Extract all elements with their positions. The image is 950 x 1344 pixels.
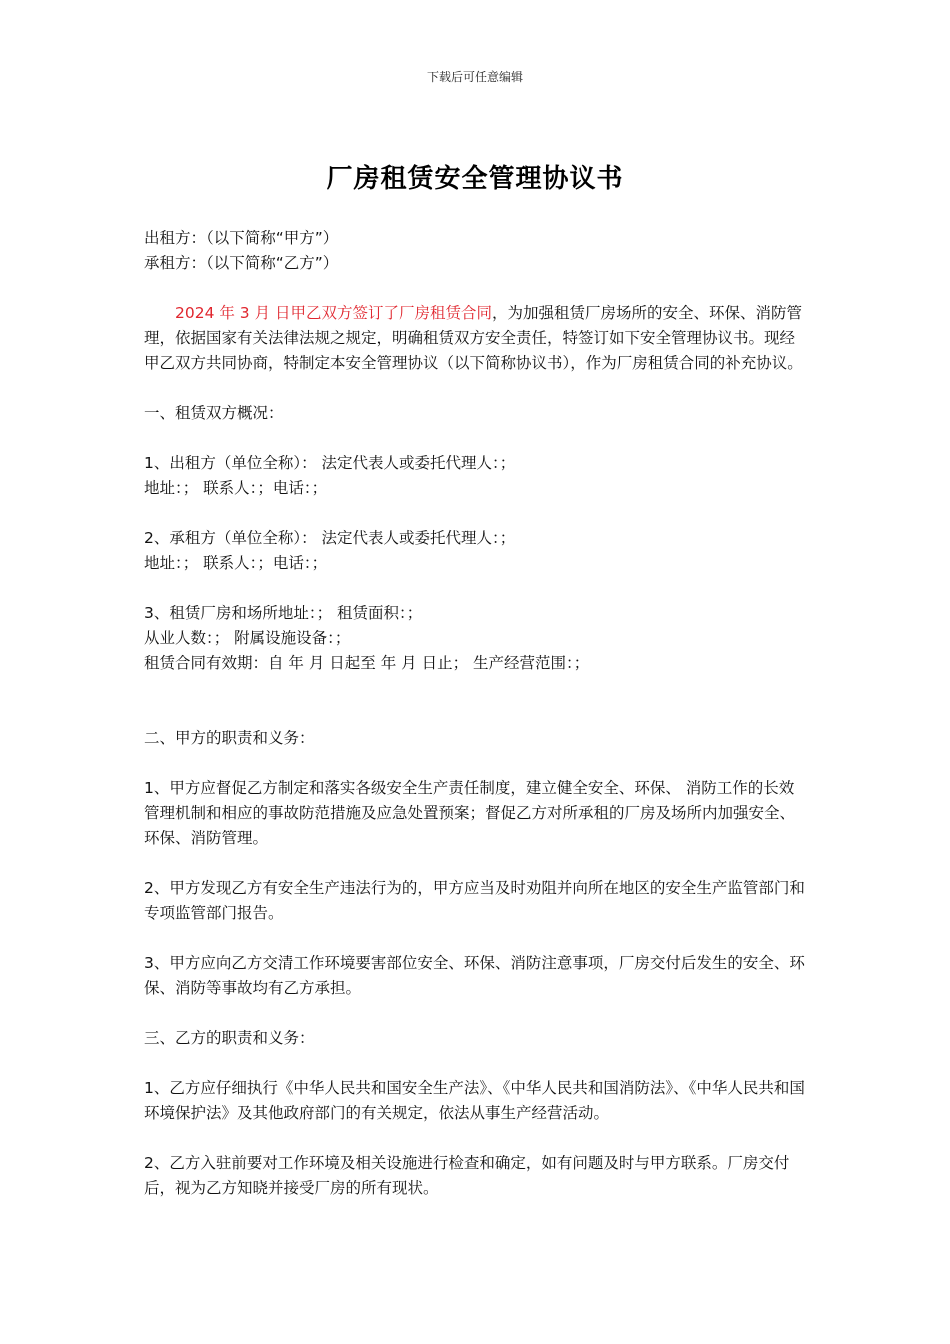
section1-item2-line2: 地址：； 联系人：；电话：； (144, 554, 328, 572)
header-note: 下载后可任意编辑 (426, 70, 523, 84)
section2-item3: 3、甲方应向乙方交清工作环境要害部位安全、环保、消防注意事项，厂房交付后发生的安全、环保、消防等事故均有乙方承担。 (144, 954, 805, 997)
intro-paragraph (144, 301, 808, 376)
section2-item1: 1、甲方应督促乙方制定和落实各级安全生产责任制度，建立健全安全、环保、 消防工作的长效管理机制和相应的事故防范措施及应急处置预案；督促乙方对所承租的厂房及场所内加强安全、环保、消防管理。 (144, 779, 796, 847)
section2-item2: 2、甲方发现乙方有安全生产违法行为的，甲方应当及时劝阻并向所在地区的安全生产监管部门和专项监管部门报告。 (144, 879, 805, 922)
intro-rest: ，为加强租赁厂房场所的安全、环保、消防管理，依据国家有关法律法规之规定，明确租赁双方安全责任，特签订如下安全管理协议书。现经甲乙双方共同协商，特制定本安全管理协议（以下简称协议书），作为厂房租赁合同的补充协议。 (144, 304, 803, 372)
section1-item1-line1: 1、出租方（单位全称）： 法定代表人或委托代理人：； (144, 454, 516, 472)
section3-item2: 2、乙方入驻前要对工作环境及相关设施进行检查和确定，如有问题及时与甲方联系。厂房交付后，视为乙方知晓并接受厂房的所有现状。 (144, 1154, 790, 1197)
lessor-line: 出租方：（以下简称“甲方”） (144, 229, 339, 247)
section2-heading: 二、甲方的职责和义务： (144, 729, 315, 747)
section3-item1: 1、乙方应仔细执行《中华人民共和国安全生产法》、《中华人民共和国消防法》、《中华人民共和国环境保护法》及其他政府部门的有关规定，依法从事生产经营活动。 (144, 1079, 805, 1122)
section1-item3-line2: 从业人数：； 附属设施设备：； (144, 629, 351, 647)
lessee-line: 承租方：（以下简称“乙方”） (144, 254, 339, 272)
document-title: 厂房租赁安全管理协议书 (326, 164, 624, 194)
document-body (144, 226, 808, 1201)
section1-heading: 一、租赁双方概况： (144, 404, 284, 422)
intro-highlight: 2024 年 3 月 日甲乙双方签订了厂房租赁合同 (175, 304, 493, 322)
section1-item2-line1: 2、承租方（单位全称）： 法定代表人或委托代理人：； (144, 529, 516, 547)
section1-item3-line3: 租赁合同有效期：自 年 月 日起至 年 月 日止； 生产经营范围：； (144, 654, 590, 672)
section1-item1-line2: 地址：； 联系人：；电话：； (144, 479, 328, 497)
section1-item3-line1: 3、租赁厂房和场所地址：； 租赁面积：； (144, 604, 423, 622)
section3-heading: 三、乙方的职责和义务： (144, 1029, 315, 1047)
